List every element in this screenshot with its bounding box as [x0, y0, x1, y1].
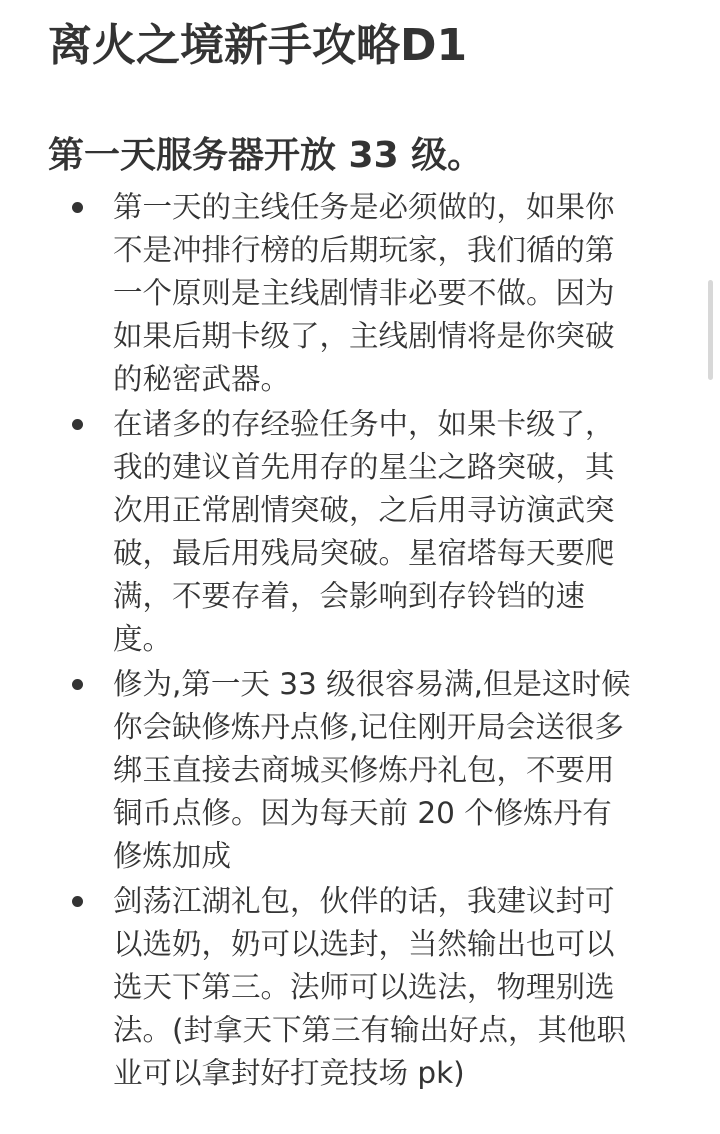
list-item-line: 你会缺修炼丹点修,记住刚开局会送很多 [113, 710, 624, 744]
list-item-line: 修为,第一天 33 级很容易满,但是这时候 [113, 667, 631, 701]
list-item [0, 186, 665, 401]
article-title: 离火之境新手攻略D1 [48, 20, 468, 71]
bullet-icon [72, 419, 83, 430]
list-item [0, 663, 665, 878]
list-item-line: 绑玉直接去商城买修炼丹礼包，不要用 [113, 753, 615, 787]
list-item-line: 破，最后用残局突破。星宿塔每天要爬 [113, 536, 615, 570]
list-item-line: 剑荡江湖礼包，伙伴的话，我建议封可 [113, 884, 615, 918]
list-item-line: 满，不要存着，会影响到存铃铛的速 [113, 579, 586, 613]
tips-list [0, 186, 720, 1097]
list-item-line: 的秘密武器。 [113, 362, 291, 396]
list-item-line: 铜币点修。因为每天前 20 个修炼丹有 [113, 796, 612, 830]
list-item-line: 选天下第三。法师可以选法，物理别选 [113, 970, 615, 1004]
bullet-icon [72, 202, 83, 213]
list-item-line: 一个原则是主线剧情非必要不做。因为 [113, 276, 615, 310]
list-item-line: 以选奶，奶可以选封，当然输出也可以 [113, 927, 615, 961]
list-item-line: 度。 [113, 622, 173, 656]
list-item [0, 880, 665, 1095]
section-heading: 第一天服务器开放 33 级。 [48, 135, 484, 176]
list-item-line: 业可以拿封好打竞技场 pk) [113, 1056, 465, 1090]
list-item-line: 我的建议首先用存的星尘之路突破，其 [113, 450, 615, 484]
list-item-line: 在诸多的存经验任务中，如果卡级了， [113, 407, 615, 441]
bullet-icon [72, 896, 83, 907]
list-item-line: 第一天的主线任务是必须做的，如果你 [113, 190, 615, 224]
list-item [0, 403, 665, 661]
list-item-line: 修炼加成 [113, 839, 232, 873]
list-item-line: 次用正常剧情突破，之后用寻访演武突 [113, 493, 615, 527]
bullet-icon [72, 679, 83, 690]
list-item-line: 如果后期卡级了，主线剧情将是你突破 [113, 319, 615, 353]
list-item-line: 法。(封拿天下第三有输出好点，其他职 [113, 1013, 627, 1047]
scrollbar[interactable] [708, 280, 713, 380]
list-item-line: 不是冲排行榜的后期玩家，我们循的第 [113, 233, 615, 267]
